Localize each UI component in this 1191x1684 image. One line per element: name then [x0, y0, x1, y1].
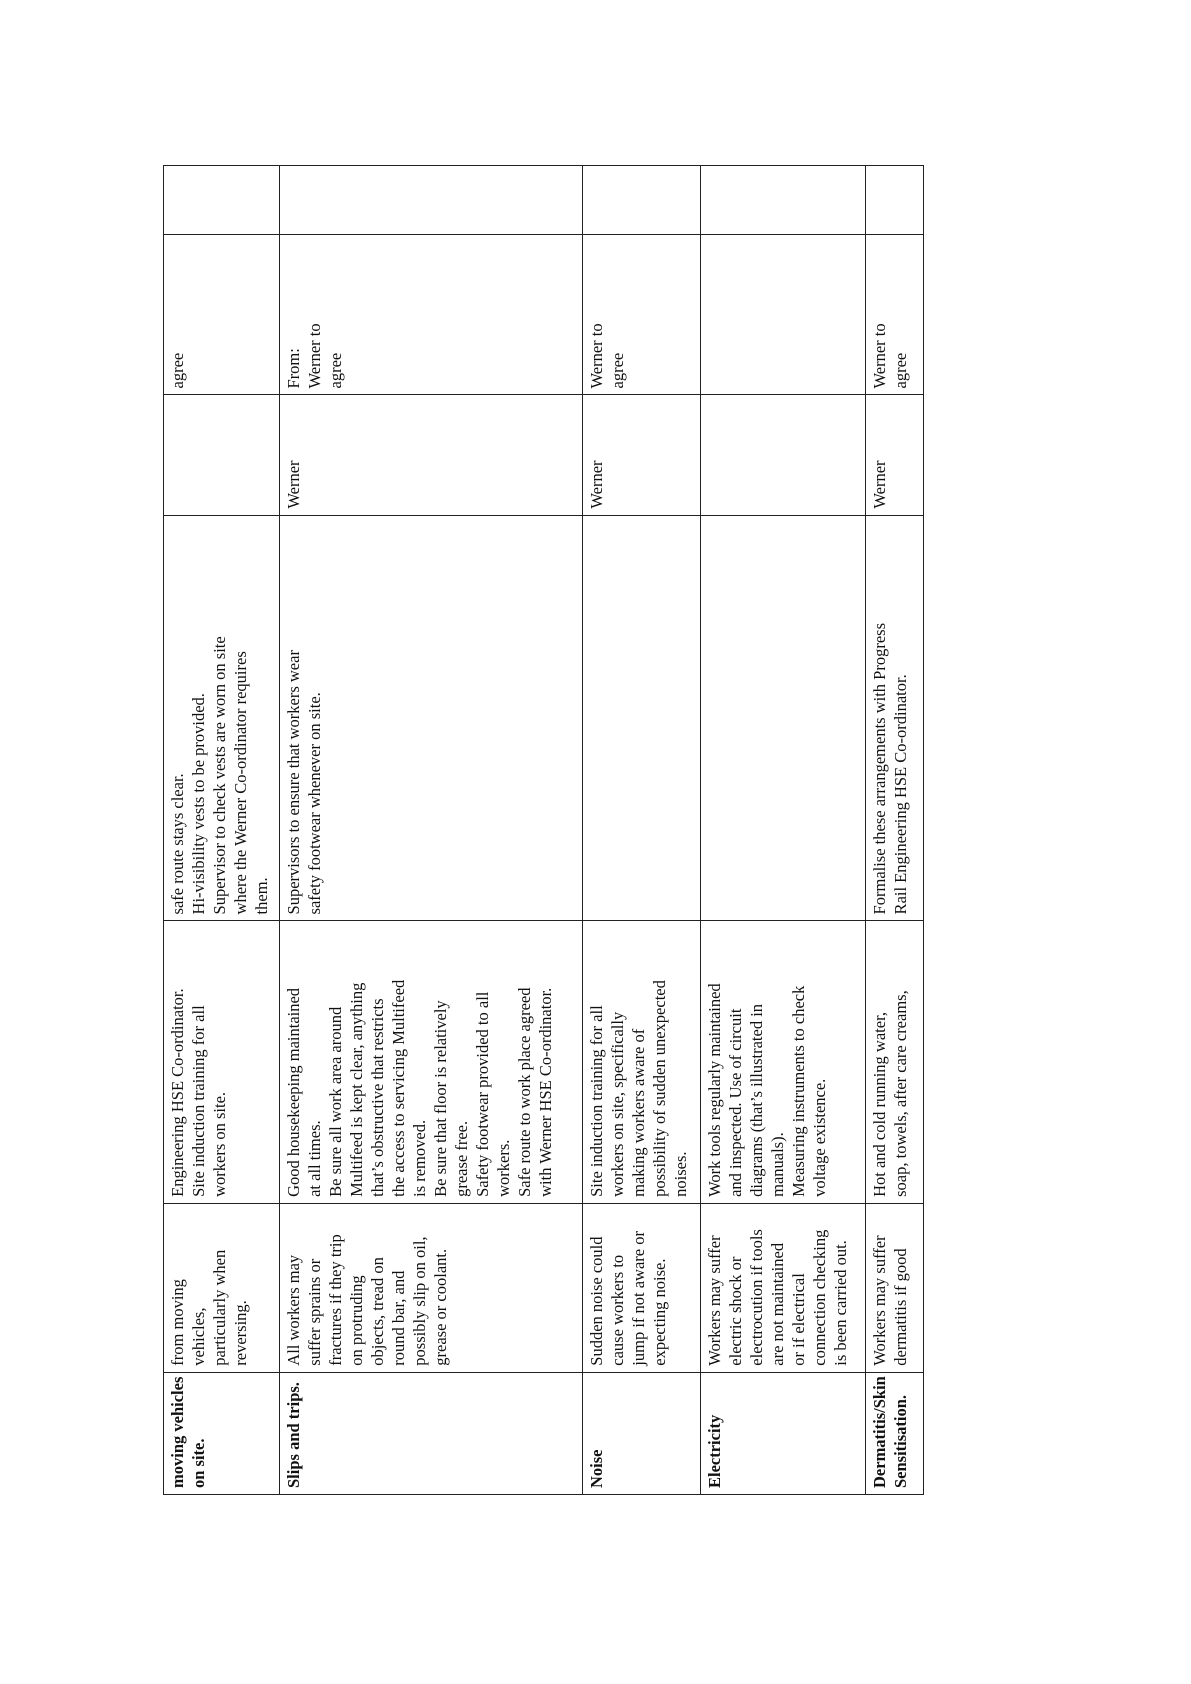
done-cell	[701, 166, 866, 235]
cell-text-line: making workers aware of	[629, 1028, 648, 1197]
cell-text-line: electric shock or	[726, 1256, 745, 1366]
action-by-when-cell	[866, 235, 924, 395]
cell-text-line: and inspected. Use of circuit	[726, 1008, 745, 1197]
action-by-when-cell	[164, 235, 280, 395]
action-by-when-cell	[701, 235, 866, 395]
action-by-whom-cell	[280, 395, 583, 515]
cell-text-line: workers on site, specifically	[608, 1011, 627, 1197]
existing-controls-cell	[701, 921, 866, 1203]
cell-text-line: reversing.	[231, 1300, 250, 1366]
cell-text-line: Hi-visibility vests to be provided.	[189, 693, 208, 915]
table-row	[280, 166, 583, 1495]
cell-text-line: Werner	[587, 460, 606, 509]
who-might-be-harmed-cell	[701, 1203, 866, 1372]
existing-controls-cell	[866, 921, 924, 1203]
cell-text-line: Supervisors to ensure that workers wear	[284, 650, 303, 915]
cell-text-line: Safety footwear provided to all	[473, 991, 492, 1197]
cell-text-line: manuals).	[768, 1132, 787, 1197]
who-might-be-harmed-cell	[280, 1203, 583, 1372]
cell-text-line: diagrams (that’s illustrated in	[747, 1003, 766, 1197]
cell-text-line: Sensitisation.	[891, 1394, 910, 1488]
cell-text-line: where the Werner Co-ordinator requires	[231, 651, 250, 915]
existing-controls-cell	[280, 921, 583, 1203]
cell-text-line: agree	[168, 352, 187, 389]
cell-text-line: Hot and cold running water,	[870, 1011, 889, 1197]
action-by-whom-cell	[701, 395, 866, 515]
cell-text-line: safe route stays clear.	[168, 773, 187, 915]
hazard-cell	[280, 1372, 583, 1494]
cell-text-line: agree	[608, 352, 627, 389]
cell-text-line: Supervisor to check vests are worn on site	[210, 636, 229, 915]
cell-text-line: Site induction training for all	[587, 1005, 606, 1197]
cell-text-line: suffer sprains or	[305, 1258, 324, 1366]
who-might-be-harmed-cell	[583, 1203, 701, 1372]
table-row	[583, 166, 701, 1495]
existing-controls-cell	[583, 921, 701, 1203]
cell-text-line: All workers may	[284, 1254, 303, 1366]
cell-text-line: Slips and trips.	[284, 1382, 303, 1488]
cell-text-line: Dermatitis/Skin	[870, 1376, 889, 1488]
action-by-when-cell	[583, 235, 701, 395]
cell-text-line: Engineering HSE Co-ordinator.	[168, 988, 187, 1197]
cell-text-line: Electricity	[705, 1414, 724, 1488]
cell-text-line: possibility of sudden unexpected	[650, 980, 669, 1197]
cell-text-line: safety footwear whenever on site.	[305, 692, 324, 915]
cell-text-line: Site induction training for all	[189, 1005, 208, 1197]
cell-text-line: Safe route to work place agreed	[515, 987, 534, 1197]
cell-text-line: them.	[252, 877, 271, 915]
further-action-cell	[583, 515, 701, 921]
action-by-whom-cell	[583, 395, 701, 515]
cell-text-line: that’s obstructive that restricts	[368, 998, 387, 1197]
cell-text-line: expecting noise.	[650, 1258, 669, 1366]
hazard-cell	[164, 1372, 280, 1494]
done-cell	[583, 166, 701, 235]
cell-text-line: is removed.	[410, 1119, 429, 1197]
cell-text-line: Werner	[870, 460, 889, 509]
table-row	[701, 166, 866, 1495]
cell-text-line: Be sure all work area around	[326, 1006, 345, 1197]
cell-text-line: is been carried out.	[831, 1240, 850, 1366]
further-action-cell	[280, 515, 583, 921]
done-cell	[164, 166, 280, 235]
cell-text-line: Werner to	[870, 323, 889, 389]
further-action-cell	[701, 515, 866, 921]
cell-text-line: Werner	[284, 460, 303, 509]
action-by-when-cell	[280, 235, 583, 395]
cell-text-line: grease free.	[452, 1120, 471, 1197]
cell-text-line: Workers may suffer	[870, 1235, 889, 1366]
cell-text-line: workers.	[494, 1139, 513, 1197]
cell-text-line: Rail Engineering HSE Co-ordinator.	[891, 674, 910, 915]
cell-text-line: the access to servicing Multifeed	[389, 979, 408, 1197]
cell-text-line: Work tools regularly maintained	[705, 983, 724, 1197]
cell-text-line: from moving	[168, 1279, 187, 1366]
cell-text-line: Workers may suffer	[705, 1235, 724, 1366]
cell-text-line: Sudden noise could	[587, 1236, 606, 1366]
table-row	[866, 166, 924, 1495]
done-cell	[280, 166, 583, 235]
hazard-cell	[583, 1372, 701, 1494]
cell-text-line: soap, towels, after care creams,	[891, 990, 910, 1197]
cell-text-line: fractures if they trip	[326, 1234, 345, 1366]
cell-text-line: round bar, and	[389, 1270, 408, 1366]
cell-text-line: Be sure that floor is relatively	[431, 1000, 450, 1197]
action-by-whom-cell	[866, 395, 924, 515]
who-might-be-harmed-cell	[866, 1203, 924, 1372]
further-action-cell	[866, 515, 924, 921]
cell-text-line: moving vehicles	[168, 1376, 187, 1488]
cell-text-line: grease or coolant.	[431, 1248, 450, 1366]
cell-text-line: jump if not aware or	[629, 1231, 648, 1366]
cell-text-line: From:	[284, 348, 303, 389]
hazard-cell	[701, 1372, 866, 1494]
cell-text-line: on protruding	[347, 1275, 366, 1366]
cell-text-line: vehicles,	[189, 1307, 208, 1366]
cell-text-line: Multifeed is kept clear, anything	[347, 982, 366, 1197]
cell-text-line: Werner to	[587, 323, 606, 389]
cell-text-line: Measuring instruments to check	[789, 985, 808, 1197]
further-action-cell	[164, 515, 280, 921]
rotated-table-wrapper	[163, 165, 923, 1495]
hazard-cell	[866, 1372, 924, 1494]
cell-text-line: or if electrical	[789, 1273, 808, 1366]
cell-text-line: voltage existence.	[810, 1078, 829, 1197]
cell-text-line: dermatitis if good	[891, 1248, 910, 1366]
done-cell	[866, 166, 924, 235]
risk-assessment-table	[163, 165, 924, 1495]
cell-text-line: electrocution if tools	[747, 1229, 766, 1366]
cell-text-line: particularly when	[210, 1249, 229, 1366]
cell-text-line: at all times.	[305, 1120, 324, 1197]
cell-text-line: with Werner HSE Co-ordinator.	[536, 987, 555, 1197]
action-by-whom-cell	[164, 395, 280, 515]
existing-controls-cell	[164, 921, 280, 1203]
who-might-be-harmed-cell	[164, 1203, 280, 1372]
cell-text-line: are not maintained	[768, 1242, 787, 1366]
cell-text-line: connection checking	[810, 1229, 829, 1366]
cell-text-line: agree	[891, 352, 910, 389]
cell-text-line: Good housekeeping maintained	[284, 987, 303, 1197]
cell-text-line: agree	[326, 352, 345, 389]
cell-text-line: objects, tread on	[368, 1257, 387, 1366]
cell-text-line: workers on site.	[210, 1091, 229, 1197]
table-row	[164, 166, 280, 1495]
cell-text-line: Formalise these arrangements with Progress	[870, 623, 889, 915]
cell-text-line: Werner to	[305, 323, 324, 389]
cell-text-line: Noise	[587, 1449, 606, 1488]
cell-text-line: on site.	[189, 1438, 208, 1488]
cell-text-line: noises.	[671, 1151, 690, 1197]
cell-text-line: cause workers to	[608, 1254, 627, 1366]
cell-text-line: possibly slip on oil,	[410, 1236, 429, 1366]
